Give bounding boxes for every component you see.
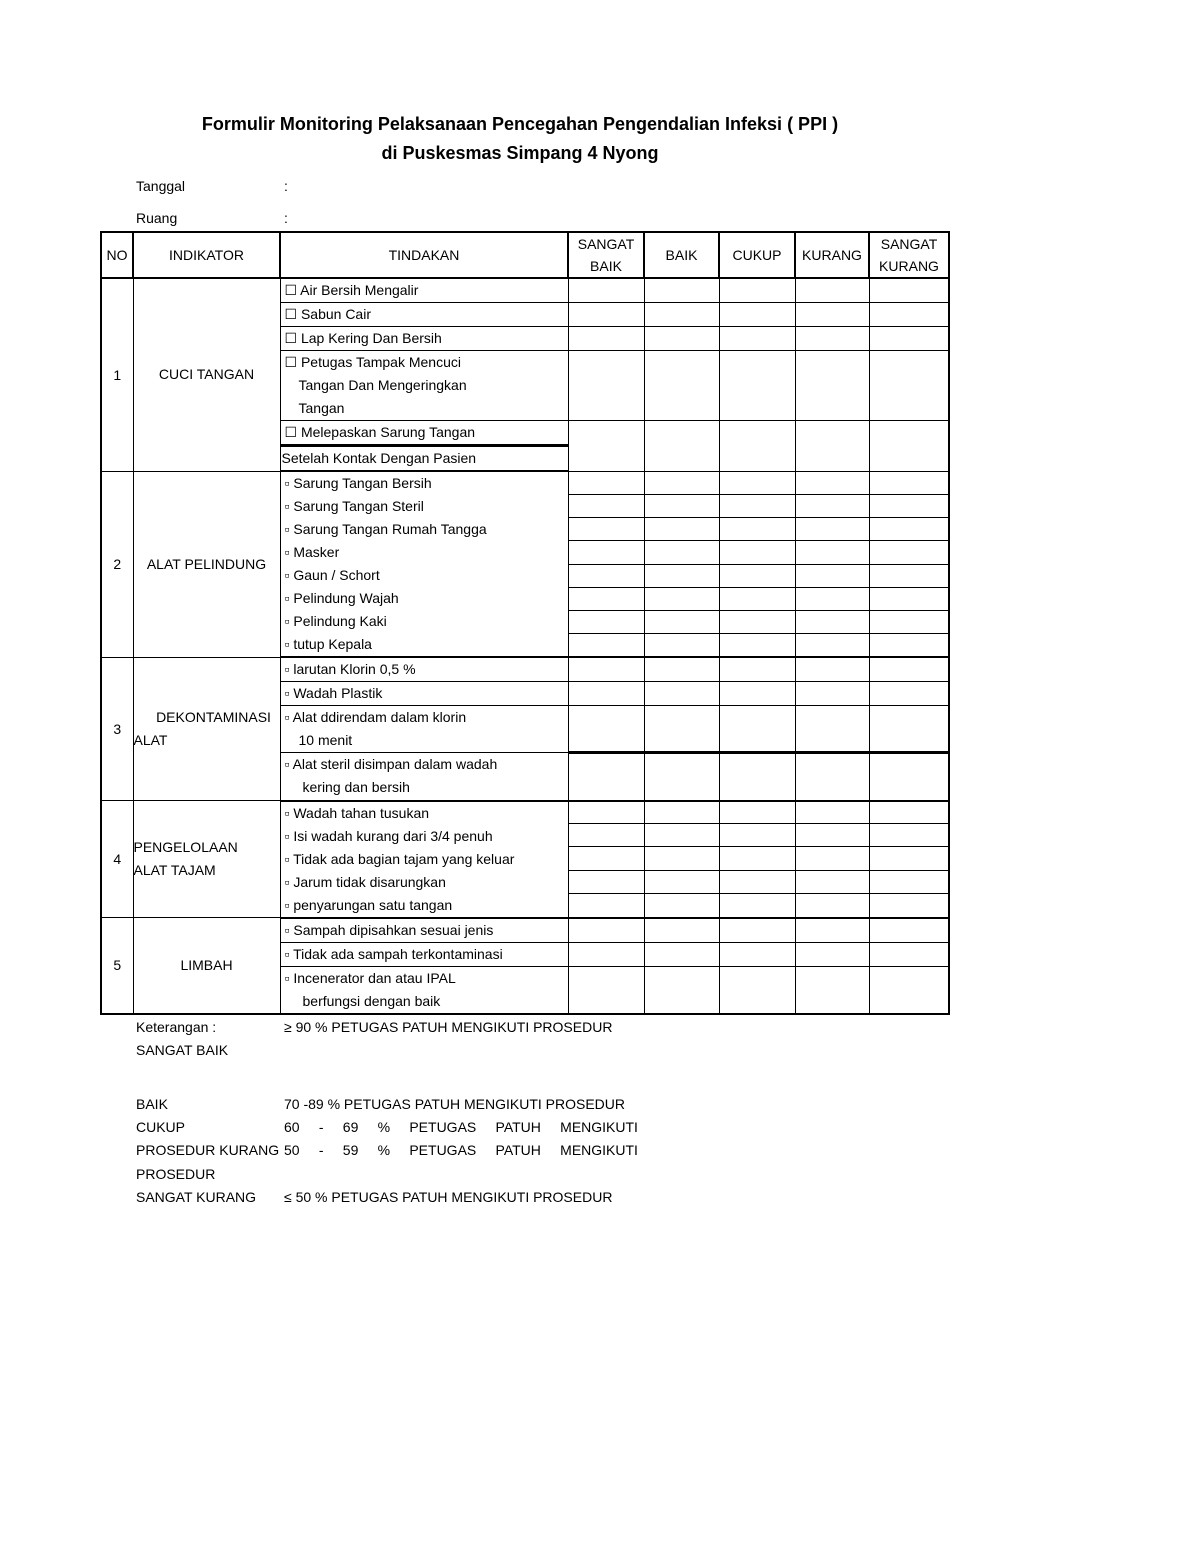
- score-cell[interactable]: [795, 421, 869, 472]
- score-cell[interactable]: [644, 634, 719, 657]
- table-row: [101, 471, 949, 494]
- score-cell[interactable]: [719, 634, 795, 657]
- score-cell[interactable]: [644, 611, 719, 634]
- tindakan-line: ▫ penyarungan satu tangan: [284, 896, 453, 913]
- score-cell[interactable]: [568, 824, 644, 847]
- score-cell[interactable]: [869, 351, 949, 421]
- score-cell[interactable]: [869, 706, 949, 753]
- score-cell[interactable]: [795, 966, 869, 1014]
- score-cell[interactable]: [869, 847, 949, 870]
- score-cell[interactable]: [719, 870, 795, 893]
- score-cell[interactable]: [719, 847, 795, 870]
- tindakan-item: ☐ Melepaskan Sarung Tangan: [280, 421, 568, 446]
- tindakan-line: ▫ Sarung Tangan Rumah Tangga: [284, 521, 487, 537]
- header-sangat-kurang: [869, 232, 949, 278]
- legend-row-sangat-kurang: [136, 1186, 613, 1209]
- score-cell[interactable]: [644, 966, 719, 1014]
- score-cell[interactable]: [644, 847, 719, 870]
- legend-baik-label: BAIK: [136, 1096, 168, 1112]
- tindakan-item: ☐ Sabun Cair: [280, 303, 568, 327]
- indikator-line: ALAT TAJAM: [133, 862, 216, 878]
- score-cell[interactable]: [568, 471, 644, 494]
- score-cell[interactable]: [869, 657, 949, 682]
- score-cell[interactable]: [795, 278, 869, 303]
- tanggal-row: [136, 178, 288, 194]
- score-cell[interactable]: [795, 351, 869, 421]
- score-cell[interactable]: [869, 303, 949, 327]
- score-cell[interactable]: [795, 706, 869, 753]
- score-cell[interactable]: [795, 564, 869, 587]
- score-cell[interactable]: [644, 918, 719, 943]
- score-cell[interactable]: [644, 541, 719, 564]
- score-cell[interactable]: [719, 327, 795, 351]
- score-cell[interactable]: [568, 918, 644, 943]
- score-cell[interactable]: [644, 870, 719, 893]
- legend-kurang-value: [284, 1139, 638, 1162]
- tindakan-item: ▫ Wadah Plastik: [280, 682, 568, 706]
- table-row: [101, 801, 949, 824]
- tindakan-item: [280, 351, 568, 421]
- score-cell[interactable]: [568, 847, 644, 870]
- score-cell[interactable]: [644, 303, 719, 327]
- tindakan-list: [280, 471, 568, 657]
- score-cell[interactable]: [644, 351, 719, 421]
- score-cell[interactable]: [869, 564, 949, 587]
- group-indikator: [133, 657, 280, 801]
- score-cell[interactable]: [568, 587, 644, 610]
- score-cell[interactable]: [568, 801, 644, 824]
- legend-word: 69: [342, 1119, 359, 1135]
- tindakan-line: ▫ Pelindung Kaki: [284, 613, 387, 629]
- header-cukup: CUKUP: [719, 232, 795, 278]
- legend-word: PATUH: [495, 1142, 541, 1158]
- tindakan-line: ☐ Petugas Tampak Mencuci: [284, 354, 461, 370]
- tindakan-line: ▫ Tidak ada bagian tajam yang keluar: [284, 850, 515, 867]
- score-cell[interactable]: [568, 303, 644, 327]
- score-cell[interactable]: [795, 303, 869, 327]
- score-cell[interactable]: [719, 801, 795, 824]
- score-cell[interactable]: [869, 824, 949, 847]
- indikator-line: ALAT: [133, 731, 168, 748]
- score-cell[interactable]: [795, 942, 869, 966]
- header-kurang: KURANG: [795, 232, 869, 278]
- group-no: 2: [101, 471, 133, 657]
- ruang-row: [136, 210, 288, 226]
- tindakan-line: ▫ Jarum tidak disarungkan: [284, 873, 446, 890]
- group-no: 1: [101, 278, 133, 471]
- header-sangat-kurang-l2: KURANG: [879, 258, 939, 274]
- score-cell[interactable]: [795, 634, 869, 657]
- score-cell[interactable]: [568, 893, 644, 917]
- score-cell[interactable]: [644, 657, 719, 682]
- tindakan-line: ▫ Isi wadah kurang dari 3/4 penuh: [284, 827, 493, 844]
- legend-cukup-value: [284, 1116, 638, 1139]
- legend-row-kurang: [136, 1139, 638, 1162]
- header-sangat-baik-l1: SANGAT: [577, 236, 635, 252]
- header-row: [101, 232, 949, 278]
- score-cell[interactable]: [869, 278, 949, 303]
- ruang-label: Ruang: [136, 210, 178, 226]
- legend-baik-value: 70 -89 % PETUGAS PATUH MENGIKUTI PROSEDUR: [284, 1096, 625, 1112]
- tindakan-item: ☐ Lap Kering Dan Bersih: [280, 327, 568, 351]
- score-cell[interactable]: [719, 351, 795, 421]
- score-cell[interactable]: [719, 421, 795, 472]
- tindakan-item: [280, 966, 568, 1014]
- score-cell[interactable]: [644, 753, 719, 801]
- tindakan-item: ☐ Air Bersih Mengalir: [280, 278, 568, 303]
- legend-row-baik: [136, 1093, 625, 1116]
- score-cell[interactable]: [568, 657, 644, 682]
- tindakan-line: berfungsi dengan baik: [302, 992, 441, 1009]
- group-no: 3: [101, 657, 133, 801]
- score-cell[interactable]: [644, 278, 719, 303]
- score-cell[interactable]: [644, 471, 719, 494]
- score-cell[interactable]: [644, 518, 719, 541]
- group-indikator: [133, 801, 280, 918]
- score-cell[interactable]: [719, 918, 795, 943]
- score-cell[interactable]: [719, 966, 795, 1014]
- score-cell[interactable]: [869, 518, 949, 541]
- score-cell[interactable]: [568, 706, 644, 753]
- score-cell[interactable]: [644, 587, 719, 610]
- table-row: [101, 278, 949, 303]
- score-cell[interactable]: [795, 327, 869, 351]
- score-cell[interactable]: [869, 634, 949, 657]
- score-cell[interactable]: [795, 801, 869, 824]
- tindakan-item: [280, 706, 568, 753]
- tanggal-label: Tanggal: [136, 178, 186, 194]
- tanggal-colon: :: [284, 178, 288, 194]
- tindakan-line: ▫ Masker: [284, 544, 340, 560]
- score-cell[interactable]: [644, 824, 719, 847]
- score-cell[interactable]: [795, 753, 869, 801]
- legend-word: %: [377, 1142, 391, 1158]
- score-cell[interactable]: [719, 471, 795, 494]
- header-sangat-baik-l2: BAIK: [590, 258, 622, 274]
- score-cell[interactable]: [568, 966, 644, 1014]
- score-cell[interactable]: [568, 351, 644, 421]
- score-cell[interactable]: [795, 611, 869, 634]
- tindakan-line: ▫ Alat ddirendam dalam klorin: [284, 709, 467, 725]
- score-cell[interactable]: [719, 518, 795, 541]
- header-indikator: INDIKATOR: [133, 232, 280, 278]
- score-cell[interactable]: [568, 494, 644, 517]
- score-cell[interactable]: [795, 893, 869, 917]
- score-cell[interactable]: [568, 518, 644, 541]
- score-cell[interactable]: [644, 494, 719, 517]
- legend-kurang-label: PROSEDUR KURANG: [136, 1142, 280, 1158]
- tindakan-line: ▫ Pelindung Wajah: [284, 590, 399, 606]
- header-sangat-kurang-l1: SANGAT: [880, 236, 938, 252]
- score-cell[interactable]: [568, 611, 644, 634]
- score-cell[interactable]: [869, 870, 949, 893]
- score-cell[interactable]: [568, 278, 644, 303]
- score-cell[interactable]: [869, 327, 949, 351]
- score-cell[interactable]: [644, 706, 719, 753]
- legend-sangat-kurang-value: ≤ 50 % PETUGAS PATUH MENGIKUTI PROSEDUR: [284, 1189, 613, 1205]
- score-cell[interactable]: [795, 870, 869, 893]
- score-cell[interactable]: [869, 942, 949, 966]
- legend-word: -: [318, 1142, 324, 1158]
- legend-sangat-baik-value: ≥ 90 % PETUGAS PATUH MENGIKUTI PROSEDUR: [284, 1019, 613, 1035]
- tindakan-item: Setelah Kontak Dengan Pasien: [280, 446, 568, 472]
- form-title: Formulir Monitoring Pelaksanaan Pencegahan Pengendalian Infeksi ( PPI ): [201, 114, 839, 134]
- tindakan-line: kering dan bersih: [302, 779, 410, 795]
- group-no: 4: [101, 801, 133, 918]
- score-cell[interactable]: [869, 918, 949, 943]
- tindakan-line: ▫ Gaun / Schort: [284, 567, 380, 583]
- score-cell[interactable]: [644, 327, 719, 351]
- legend-word: MENGIKUTI: [560, 1142, 638, 1158]
- score-cell[interactable]: [644, 942, 719, 966]
- score-cell[interactable]: [719, 587, 795, 610]
- legend-word: %: [377, 1119, 391, 1135]
- legend-sangat-kurang-label: SANGAT KURANG: [136, 1189, 257, 1205]
- score-cell[interactable]: [644, 801, 719, 824]
- legend-row-sangat-baik: [136, 1016, 613, 1039]
- score-cell[interactable]: [795, 541, 869, 564]
- score-cell[interactable]: [869, 966, 949, 1014]
- score-cell[interactable]: [568, 564, 644, 587]
- form-subtitle: di Puskesmas Simpang 4 Nyong: [381, 143, 659, 163]
- score-cell[interactable]: [644, 564, 719, 587]
- legend-word: PETUGAS: [409, 1119, 477, 1135]
- legend-keterangan: Keterangan :: [136, 1019, 217, 1035]
- score-cell[interactable]: [869, 587, 949, 610]
- group-indikator: ALAT PELINDUNG: [133, 471, 280, 657]
- score-cell[interactable]: [568, 634, 644, 657]
- score-cell[interactable]: [869, 494, 949, 517]
- group-indikator: LIMBAH: [133, 918, 280, 1014]
- tindakan-line: Tangan: [298, 400, 345, 416]
- score-cell[interactable]: [869, 753, 949, 801]
- legend-row-cukup: [136, 1116, 638, 1139]
- score-cell[interactable]: [869, 471, 949, 494]
- legend-word: -: [318, 1119, 324, 1135]
- legend-word: 60: [284, 1119, 300, 1135]
- score-cell[interactable]: [568, 870, 644, 893]
- legend-word: PATUH: [495, 1119, 541, 1135]
- score-cell[interactable]: [568, 682, 644, 706]
- score-cell[interactable]: [568, 541, 644, 564]
- tindakan-line: ▫ Sarung Tangan Bersih: [284, 475, 432, 491]
- score-cell[interactable]: [719, 706, 795, 753]
- tindakan-item: ▫ Tidak ada sampah terkontaminasi: [280, 942, 568, 966]
- score-cell[interactable]: [568, 327, 644, 351]
- tindakan-line: ▫ tutup Kepala: [284, 636, 372, 652]
- tindakan-item: [280, 753, 568, 801]
- legend-sangat-baik-label: SANGAT BAIK: [136, 1042, 229, 1058]
- header-tindakan: TINDAKAN: [280, 232, 568, 278]
- indikator-line: PENGELOLAAN: [133, 839, 238, 855]
- header-baik: BAIK: [644, 232, 719, 278]
- score-cell[interactable]: [795, 918, 869, 943]
- tindakan-item: ▫ Sampah dipisahkan sesuai jenis: [280, 918, 568, 943]
- score-cell[interactable]: [795, 824, 869, 847]
- score-cell[interactable]: [719, 541, 795, 564]
- score-cell[interactable]: [795, 494, 869, 517]
- tindakan-line: ▫ Incenerator dan atau IPAL: [284, 969, 456, 986]
- legend-word: 50: [284, 1142, 300, 1158]
- legend-word: 59: [342, 1142, 359, 1158]
- legend-prosedur: PROSEDUR: [136, 1166, 216, 1182]
- tindakan-line: ▫ Wadah tahan tusukan: [284, 804, 430, 821]
- legend-word: PETUGAS: [409, 1142, 477, 1158]
- score-cell[interactable]: [719, 494, 795, 517]
- score-cell[interactable]: [644, 893, 719, 917]
- score-cell[interactable]: [719, 753, 795, 801]
- score-cell[interactable]: [869, 421, 949, 472]
- tindakan-line: ▫ Sarung Tangan Steril: [284, 498, 424, 514]
- group-indikator: CUCI TANGAN: [133, 278, 280, 471]
- table-row: [101, 918, 949, 943]
- tindakan-line: ▫ Alat steril disimpan dalam wadah: [284, 756, 498, 772]
- score-cell[interactable]: [719, 893, 795, 917]
- score-cell[interactable]: [644, 421, 719, 472]
- score-cell[interactable]: [719, 303, 795, 327]
- score-cell[interactable]: [568, 421, 644, 472]
- tindakan-list: [280, 801, 568, 918]
- score-cell[interactable]: [568, 942, 644, 966]
- score-cell[interactable]: [568, 753, 644, 801]
- tindakan-line: Tangan Dan Mengeringkan: [298, 377, 467, 393]
- score-cell[interactable]: [795, 657, 869, 682]
- group-no: 5: [101, 918, 133, 1014]
- tindakan-line: 10 menit: [298, 732, 353, 748]
- score-cell[interactable]: [869, 682, 949, 706]
- score-cell[interactable]: [869, 801, 949, 824]
- score-cell[interactable]: [719, 682, 795, 706]
- legend-cukup-label: CUKUP: [136, 1119, 186, 1135]
- score-cell[interactable]: [719, 564, 795, 587]
- score-cell[interactable]: [719, 942, 795, 966]
- tindakan-item: ▫ larutan Klorin 0,5 %: [280, 657, 568, 682]
- score-cell[interactable]: [719, 824, 795, 847]
- indikator-line: DEKONTAMINASI: [156, 708, 271, 725]
- score-cell[interactable]: [795, 471, 869, 494]
- score-cell[interactable]: [869, 611, 949, 634]
- header-no: NO: [101, 232, 133, 278]
- score-cell[interactable]: [795, 587, 869, 610]
- legend-word: MENGIKUTI: [560, 1119, 638, 1135]
- table-row: [101, 657, 949, 682]
- score-cell[interactable]: [869, 541, 949, 564]
- score-cell[interactable]: [795, 847, 869, 870]
- score-cell[interactable]: [869, 893, 949, 917]
- ruang-colon: :: [284, 210, 288, 226]
- score-cell[interactable]: [719, 611, 795, 634]
- score-cell[interactable]: [795, 682, 869, 706]
- score-cell[interactable]: [719, 278, 795, 303]
- score-cell[interactable]: [644, 682, 719, 706]
- header-sangat-baik: [568, 232, 644, 278]
- score-cell[interactable]: [719, 657, 795, 682]
- score-cell[interactable]: [795, 518, 869, 541]
- monitoring-table: [100, 231, 950, 1015]
